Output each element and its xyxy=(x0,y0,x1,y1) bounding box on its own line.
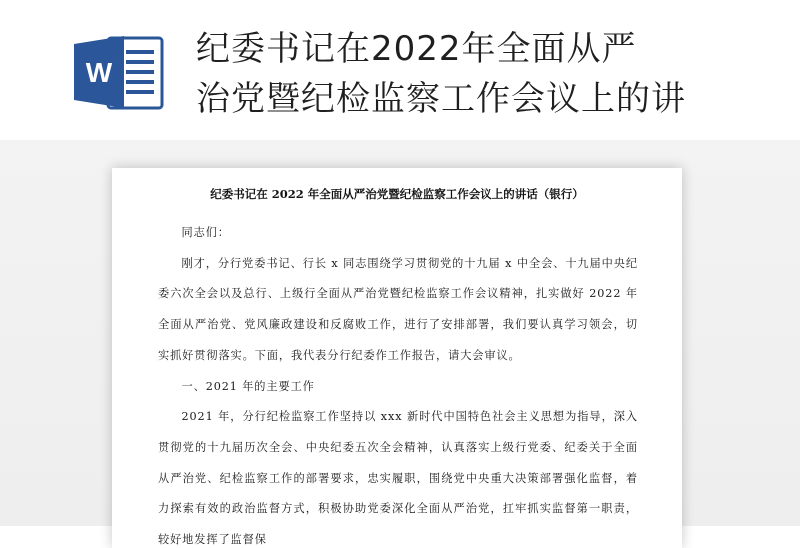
section-heading: 一、2021 年的主要工作 xyxy=(181,379,315,393)
paragraph: 2021 年，分行纪检监察工作坚持以 xxx 新时代中国特色社会主义思想为指导，深入贯彻党的十九届历次全会、中央纪委五次全会精神，认真落实上级行党委、纪委关于全面从严治党、纪检监察工作的部署要求，忠实履职，围绕党中央重大决策部署强化监督，着力探索有效的政治监督方式，积极协助党委深化全面从严治党，扛牢抓实监督第一职责，较好地发挥了监督保 xyxy=(158,410,638,547)
word-icon-letter: W xyxy=(85,57,113,88)
document-page xyxy=(112,168,682,548)
page-title-line-1: 纪委书记在2022年全面从严 xyxy=(196,29,637,69)
page-title xyxy=(196,24,776,124)
paragraph: 刚才，分行党委书记、行长 x 同志围绕学习贯彻党的十九届 x 中全会、十九届中央纪委六次全会以及总行、上级行全面从严治党暨纪检监察工作会议精神，扎实做好 2022 年全面从严治党、党风廉政建设和反腐败工作，进行了安排部署，我们要认真学习领会，切实抓好贯彻落实。下面，我代表分行纪委作工作报告，请大会审议。 xyxy=(158,256,638,362)
word-document-icon xyxy=(74,34,166,110)
page-title-line-2: 治党暨纪检监察工作会议上的讲 xyxy=(196,79,686,119)
document-body xyxy=(158,218,638,548)
greeting: 同志们： xyxy=(181,226,230,239)
header xyxy=(0,0,800,140)
document-title: 纪委书记在 2022 年全面从严治党暨纪检监察工作会议上的讲话（银行） xyxy=(210,187,584,201)
